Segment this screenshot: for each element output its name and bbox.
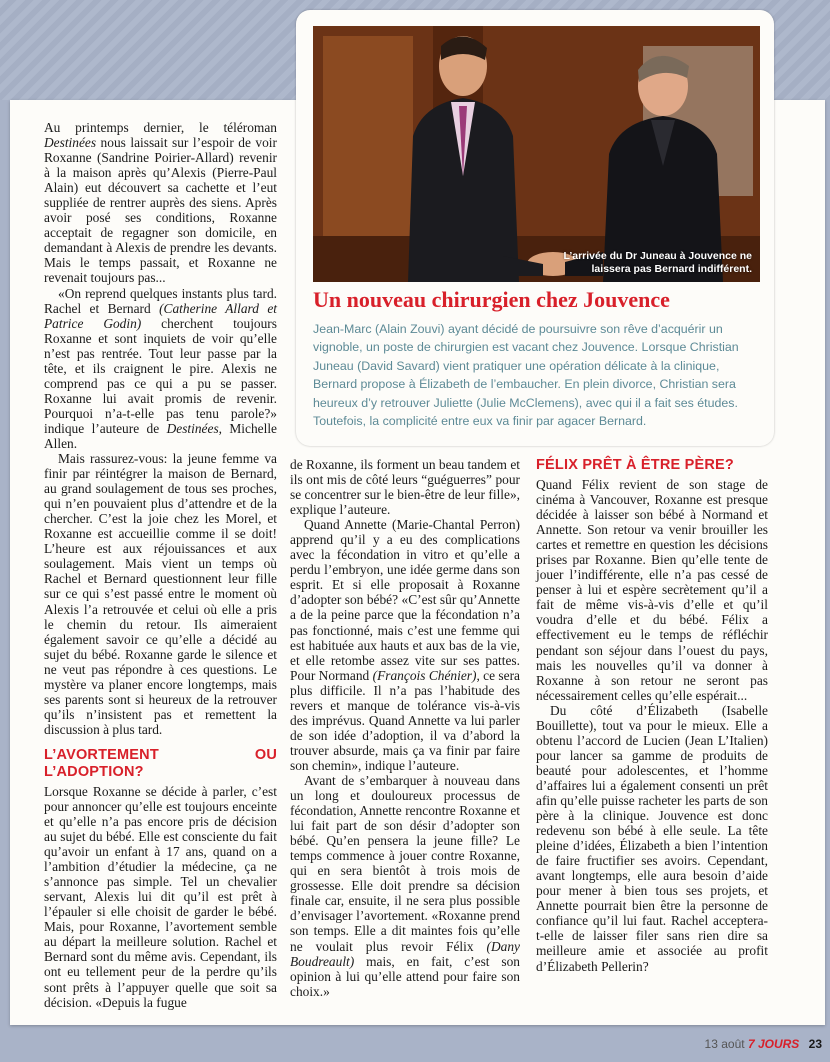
article-paragraph: Quand Annette (Marie-Chantal Perron) apprend qu’il y a eu des complications avec la fécondation in vitro et qu’elle a perdu l’embryon, une idée germe dans son esprit. Et si elle proposait à Roxanne d’adopter son bébé? «C’est sûr qu’Annette a de la peine parce que la fécondation n’a pas fonctionné, mais c’est une femme qui est habituée aux hauts et aux bas de la vie, et elle retombe assez vite sur ses pattes. Pour Normand (François Chénier), ce sera plus difficile. Il n’a pas l’habitude des revers et manque de tolérance vis-à-vis des imprévus. Quand Annette va lui parler de son idée d’adoption, il va d’abord la trouver absurde, mais ça va finir par faire son chemin», indique l’auteure.	[290, 517, 520, 773]
article-column-3	[536, 457, 768, 974]
article-paragraph: Avant de s’embarquer à nouveau dans un long et douloureux processus de fécondation, Annette rencontre Roxanne et lui fait part de son désir d’adopter son bébé. Qu’en pensera la jeune fille? Le temps commence à jouer contre Roxanne, qui en sera bientôt à trois mois de grossesse. Elle doit prendre sa décision finale car, ensuite, il ne sera plus possible d’envisager l’avortement. «Roxanne prend son temps. Elle a dit maintes fois qu’elle ne voulait plus revoir Félix (Dany Boudreault) mais, en fait, c’est son opinion à lui qu’elle attend pour faire son choix.»	[290, 772, 520, 999]
show-title-italic: Destinées	[44, 135, 97, 151]
section-heading-abortion-adoption: L’AVORTEMENT OU L’ADOPTION?	[44, 746, 277, 780]
article-column-2	[290, 457, 520, 999]
magazine-name: 7 JOURS	[747, 1037, 800, 1051]
section-heading-felix-father: FÉLIX PRÊT À ÊTRE PÈRE?	[536, 457, 734, 473]
photo-caption: L’arrivée du Dr Juneau à Jouvence ne laissera pas Bernard indifférent.	[563, 250, 752, 275]
sidebar-title: Un nouveau chirurgien chez Jouvence	[313, 287, 670, 312]
article-photo	[313, 26, 760, 282]
article-paragraph: Au printemps dernier, le téléroman Destinées nous laissait sur l’espoir de voir Roxanne (Sandrine Poirier-Allard) revenir à la maison après qu’Alexis (Pierre-Paul Alain) eut découvert sa cachette et l’eut suppliée de rentrer auprès des siens. Après avoir posé ses conditions, Roxanne acceptait de regagner son domicile, en demandant à Alexis de prendre les devants. Mais le temps passait, et Roxanne ne revenait toujours pas...	[44, 120, 277, 286]
article-paragraph: Quand Félix revient de son stage de cinéma à Vancouver, Roxanne est presque décidée à laisser son bébé à Normand et Annette. Son retour va venir brouiller les cartes et remettre en question les décisions prises par Roxanne. Bien qu’elle tente de jouer l’indifférente, elle n’a pas cessé de penser à lui et espère secrètement qu’il a fait de même vis-à-vis d’elle et qu’il voudra d’elle et du bébé. Félix a effectivement eu le temps de réfléchir pendant son séjour dans l’ouest du pays, mais les nouvelles qu’il va donner à Roxanne à son retour ne seront pas nécessairement celles qu’elle espérait...	[536, 477, 768, 703]
page-footer	[672, 1037, 822, 1051]
article-paragraph: Mais rassurez-vous: la jeune femme va finir par réintégrer la maison de Bernard, au grand soulagement de tous ses proches, qui n’en pouvaient plus d’attendre et de la chercher. C’est la joie chez les Morel, et Roxanne est accueillie comme il se doit! L’heure est aux réjouissances et aux soulagement. Mais vient un temps où Rachel et Bernard questionnent leur fille sur ce qui s’est passé entre le moment où Alexis l’a retrouvée et celui où elle a pris le chemin du retour. Ils aimeraient également savoir ce qu’elle a décidé au sujet du bébé. Roxanne garde le silence et ne veut pas répondre à ces questions. Le mystère va planer encore longtemps, mais ses parents sont si heureux de la retrouver qu’ils n’insistent pas et remettent la discussion à plus tard.	[44, 451, 277, 737]
sidebar-text: Jean-Marc (Alain Zouvi) ayant décidé de poursuivre son rêve d’acquérir un vignoble, un poste de chirurgien est vacant chez Jouvence. Lorsque Christian Juneau (David Savard) vient pratiquer une opération délicate à la clinique, Bernard propose à Élizabeth de l’embaucher. En plein divorce, Christian sera heureux d’y retrouver Juliette (Julie McClemens), avec qui il a fait ses études. Toutefois, la complicité entre eux va finir par agacer Bernard.	[313, 322, 739, 429]
article-paragraph: «On reprend quelques instants plus tard. Rachel et Bernard (Catherine Allard et Patrice Godin) cherchent toujours Roxanne et sont inquiets de voir qu’elle n’est pas rentrée. Tout leur passe par la tête, et ils craignent le pire. Alexis ne comprend pas ce qui a pu se passer. Roxanne lui avait promis de revenir. Pourquoi n’a-t-elle pas tenu parole?» indique l’auteure de Destinées, Michelle Allen.	[44, 285, 278, 451]
article-paragraph: Du côté d’Élizabeth (Isabelle Bouillette), tout va pour le mieux. Elle a obtenu l’accord de Lucien (Jean L’Italien) pour lancer sa gamme de produits de beauté pour adolescentes, et l’homme d’affaires lui a également consenti un prêt afin qu’elle puisse racheter les parts de son père à la clinique. Jouvence est donc redevenu son bébé à elle seule. La tête pleine d’idées, Élizabeth a bien l’intention de faire fructifier ses avoirs. Cependant, avant longtemps, elle aura besoin d’aide pour mener à bien tous ses projets, et Annette pourrait bien être la personne de confiance qu’il lui faut. Rachel acceptera-t-elle de laisser filer sans rien dire sa meilleure amie et associée au profit d’Élizabeth Pellerin?	[536, 702, 768, 974]
article-column-1	[44, 120, 277, 1010]
page-number: 23	[808, 1037, 822, 1051]
issue-date: 13 août	[704, 1037, 745, 1051]
article-paragraph: de Roxanne, ils forment un beau tandem et ils ont mis de côté leurs “guéguerres” pour se concentrer sur le bien-être de leur fille», explique l’auteure.	[290, 457, 520, 518]
photo-illustration	[313, 26, 760, 282]
article-paragraph: Lorsque Roxanne se décide à parler, c’est pour annoncer qu’elle est toujours enceinte et qu’elle n’a pas encore pris de décision au sujet du bébé. Elle est consciente du fait qu’avoir un enfant à 17 ans, quand on a l’ambition d’étudier la médecine, ça ne s’annonce pas simple. Tel un chevalier servant, Alexis lui dit qu’il est prêt à l’épauler si elle choisit de garder le bébé. Mais, pour Roxanne, l’avortement semble au départ la meilleure solution. Rachel et Bernard sont du même avis. Cependant, ils ont eu tellement peur de la perdre qu’ils sont prêts à l’appuyer quelle que soit sa décision. «Depuis la fugue	[44, 783, 277, 1010]
